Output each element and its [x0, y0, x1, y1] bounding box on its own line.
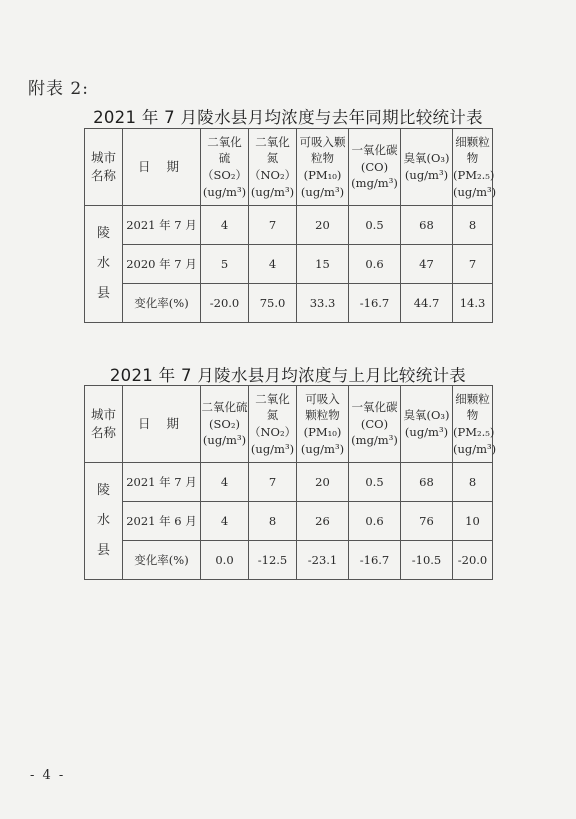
table2-header-row — [85, 386, 493, 463]
so2-cell: 0.0 — [201, 541, 249, 580]
pm25-cell: 7 — [453, 245, 493, 284]
o3-cell: 68 — [401, 206, 453, 245]
pm10-cell: -23.1 — [297, 541, 349, 580]
header-o3: 臭氧(O₃) (ug/m³) — [401, 129, 453, 206]
header-city: 城市 名称 — [85, 386, 123, 463]
header-city: 城市 名称 — [85, 129, 123, 206]
pm10-cell: 20 — [297, 206, 349, 245]
no2-cell: 75.0 — [249, 284, 297, 323]
so2-cell: 4 — [201, 502, 249, 541]
attachment-label: 附表 2: — [28, 79, 89, 99]
no2-cell: 7 — [249, 463, 297, 502]
header-o3: 臭氧(O₃) (ug/m³) — [401, 386, 453, 463]
co-cell: 0.5 — [349, 206, 401, 245]
co-cell: 0.5 — [349, 463, 401, 502]
table-row — [85, 284, 493, 323]
pm25-cell: 14.3 — [453, 284, 493, 323]
header-date: 日 期 — [123, 386, 201, 463]
header-pm10: 可吸入 颗粒物 (PM₁₀) (ug/m³) — [297, 386, 349, 463]
header-so2: 二氧化硫 (SO₂) (ug/m³) — [201, 386, 249, 463]
table-row — [85, 463, 493, 502]
date-cell: 变化率(%) — [123, 284, 201, 323]
table-row — [85, 502, 493, 541]
no2-cell: -12.5 — [249, 541, 297, 580]
pm10-cell: 20 — [297, 463, 349, 502]
pm25-cell: 10 — [453, 502, 493, 541]
o3-cell: 44.7 — [401, 284, 453, 323]
o3-cell: 68 — [401, 463, 453, 502]
header-no2: 二氧化 氮（NO₂） (ug/m³) — [249, 129, 297, 206]
pm10-cell: 15 — [297, 245, 349, 284]
county-name-cell: 陵 水 县 — [85, 463, 123, 580]
header-pm10: 可吸入颗 粒物 (PM₁₀) (ug/m³) — [297, 129, 349, 206]
header-pm25: 细颗粒物 (PM₂.₅) (ug/m³) — [453, 386, 493, 463]
date-cell: 2021 年 7 月 — [123, 206, 201, 245]
header-co: 一氧化碳 (CO) (mg/m³) — [349, 129, 401, 206]
o3-cell: 47 — [401, 245, 453, 284]
table1-title: 2021 年 7 月陵水县月均浓度与去年同期比较统计表 — [93, 108, 483, 127]
no2-cell: 8 — [249, 502, 297, 541]
header-no2: 二氧化 氮（NO₂） (ug/m³) — [249, 386, 297, 463]
table1-comparison-last-year — [84, 128, 497, 323]
date-cell: 2021 年 6 月 — [123, 502, 201, 541]
header-date: 日 期 — [123, 129, 201, 206]
pm25-cell: -20.0 — [453, 541, 493, 580]
header-so2: 二氧化 硫（SO₂） (ug/m³) — [201, 129, 249, 206]
so2-cell: 5 — [201, 245, 249, 284]
co-cell: -16.7 — [349, 541, 401, 580]
so2-cell: 4 — [201, 206, 249, 245]
co-cell: 0.6 — [349, 502, 401, 541]
table-row — [85, 245, 493, 284]
date-cell: 2020 年 7 月 — [123, 245, 201, 284]
table-row — [85, 541, 493, 580]
county-name-cell: 陵 水 县 — [85, 206, 123, 323]
so2-cell: -20.0 — [201, 284, 249, 323]
no2-cell: 7 — [249, 206, 297, 245]
no2-cell: 4 — [249, 245, 297, 284]
pm10-cell: 26 — [297, 502, 349, 541]
table-row — [85, 206, 493, 245]
table2-comparison-last-month — [84, 385, 497, 580]
so2-cell: 4 — [201, 463, 249, 502]
page-number: - 4 - — [30, 768, 66, 783]
date-cell: 2021 年 7 月 — [123, 463, 201, 502]
pm25-cell: 8 — [453, 463, 493, 502]
date-cell: 变化率(%) — [123, 541, 201, 580]
table1-header-row — [85, 129, 493, 206]
header-pm25: 细颗粒物 (PM₂.₅) (ug/m³) — [453, 129, 493, 206]
pm10-cell: 33.3 — [297, 284, 349, 323]
o3-cell: 76 — [401, 502, 453, 541]
co-cell: 0.6 — [349, 245, 401, 284]
pm25-cell: 8 — [453, 206, 493, 245]
o3-cell: -10.5 — [401, 541, 453, 580]
header-co: 一氧化碳 (CO) (mg/m³) — [349, 386, 401, 463]
co-cell: -16.7 — [349, 284, 401, 323]
table2-title: 2021 年 7 月陵水县月均浓度与上月比较统计表 — [109, 366, 467, 385]
